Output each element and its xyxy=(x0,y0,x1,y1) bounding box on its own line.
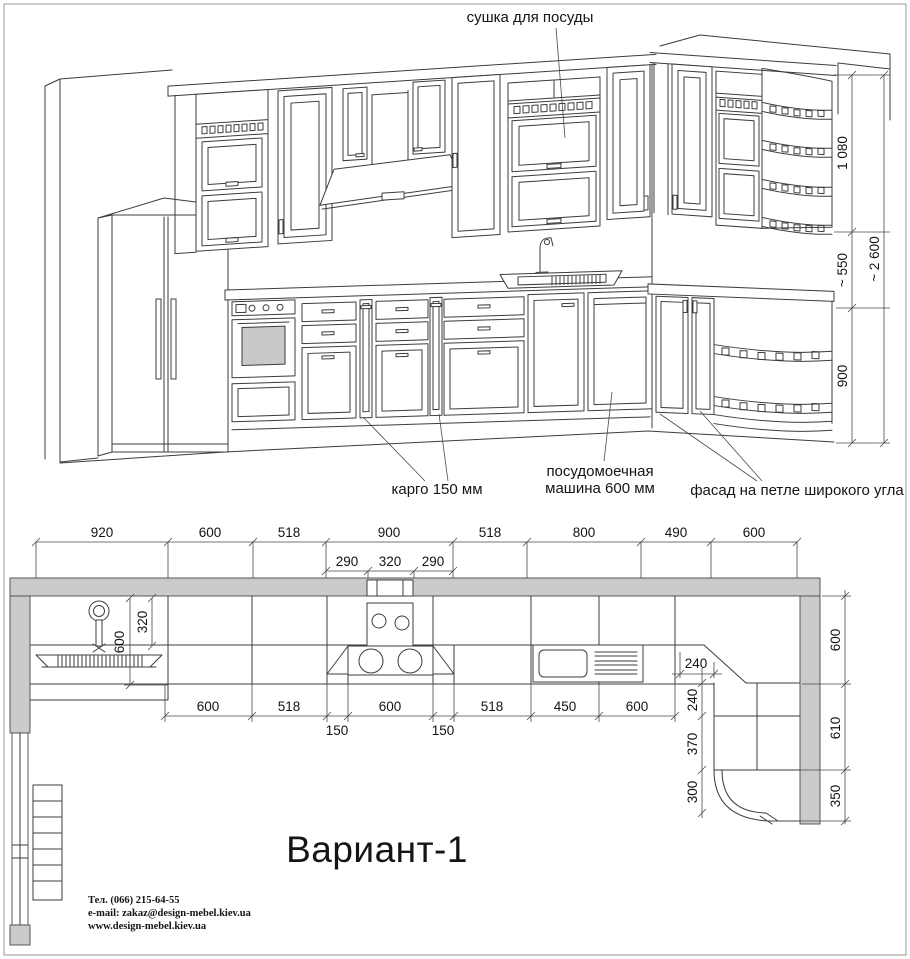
cargo-unit xyxy=(430,297,442,415)
dim-corner-chain: 370 xyxy=(685,732,700,756)
dim-right-chain: 350 xyxy=(828,784,843,808)
dish-dryer-cabinet xyxy=(508,77,600,232)
callout-dishwasher-line2: машина 600 мм xyxy=(545,480,655,497)
variant-title: Вариант-1 xyxy=(286,829,468,870)
plan-left-shelf-column xyxy=(33,785,62,900)
left-wall-pier xyxy=(10,925,30,945)
floor-plan xyxy=(10,525,851,945)
contact-website: www.design-mebel.kiev.ua xyxy=(88,921,207,932)
base-cabinets-corner xyxy=(648,284,834,433)
dim-right-chain: 600 xyxy=(828,628,843,652)
dim-top: 800 xyxy=(572,525,596,540)
dim-top: 518 xyxy=(277,525,301,540)
dim-top: 920 xyxy=(90,525,114,540)
contact-phone: Тел. (066) 215-64-55 xyxy=(88,895,180,906)
wall-cabinets-run xyxy=(168,54,656,256)
dim-total-height: ~ 2 600 xyxy=(867,236,882,282)
dim-bottom: 518 xyxy=(480,699,504,714)
dim-corner-chain: 240 xyxy=(685,688,700,712)
stove xyxy=(232,300,295,422)
plan-walls xyxy=(10,578,820,945)
left-wall xyxy=(10,596,30,733)
base-cabinets-run xyxy=(225,235,652,430)
dim-bottom: 600 xyxy=(625,699,649,714)
dim-bottom-sub: 150 xyxy=(431,723,455,738)
elevation-view xyxy=(45,9,904,499)
contact-email: e-mail: zakaz@design-mebel.kiev.ua xyxy=(88,908,251,919)
dim-backsplash-gap: ~ 550 xyxy=(835,252,850,288)
callout-corner-facade: фасад на петле широкого угла xyxy=(690,482,904,499)
dim-right-chain: 610 xyxy=(828,716,843,740)
cabinet-handle xyxy=(171,299,176,379)
cargo-unit xyxy=(360,299,372,417)
callout-dishwasher-line1: посудомоечная xyxy=(546,463,654,480)
corner-facade-doors xyxy=(656,296,714,414)
dim-bottom: 450 xyxy=(553,699,577,714)
wall-cabinets-corner xyxy=(650,53,836,236)
dim-base-height: 900 xyxy=(835,364,850,388)
callout-cargo: карго 150 мм xyxy=(391,481,483,498)
dim-corner-width: 240 xyxy=(684,656,708,671)
top-wall xyxy=(10,578,820,596)
dim-top-sub: 320 xyxy=(378,554,402,569)
dim-top: 600 xyxy=(198,525,222,540)
dim-top-sub: 290 xyxy=(335,554,359,569)
dim-upper-height: 1 080 xyxy=(835,136,850,170)
cabinet-handle xyxy=(156,299,161,379)
callout-dish-dryer: сушка для посуды xyxy=(466,9,594,26)
dim-top: 518 xyxy=(478,525,502,540)
dim-corner-chain: 300 xyxy=(685,780,700,804)
sink-and-faucet xyxy=(500,236,622,289)
dim-left-depth: 600 xyxy=(112,630,127,654)
dim-left-depth: 320 xyxy=(135,610,150,634)
hood-chimney xyxy=(372,90,408,164)
dim-top: 600 xyxy=(742,525,766,540)
gallery-rail xyxy=(770,106,824,233)
dim-top: 490 xyxy=(664,525,688,540)
contact-info xyxy=(88,895,252,932)
plan-dimensions xyxy=(32,525,851,825)
dim-bottom: 600 xyxy=(196,699,220,714)
faucet-icon xyxy=(89,601,109,621)
dim-bottom: 600 xyxy=(378,699,402,714)
right-wall xyxy=(800,596,820,824)
plan-sink-right xyxy=(533,645,643,682)
plan-curved-cabinet xyxy=(714,770,800,824)
curved-base-shelves xyxy=(714,297,832,433)
dishwasher xyxy=(588,291,652,411)
dim-bottom: 518 xyxy=(277,699,301,714)
dim-top-sub: 290 xyxy=(421,554,445,569)
dim-top: 900 xyxy=(377,525,401,540)
elevation-dimensions xyxy=(834,71,890,447)
oven-window xyxy=(242,326,285,365)
curved-open-shelves xyxy=(762,68,832,235)
dim-bottom-sub: 150 xyxy=(325,723,349,738)
